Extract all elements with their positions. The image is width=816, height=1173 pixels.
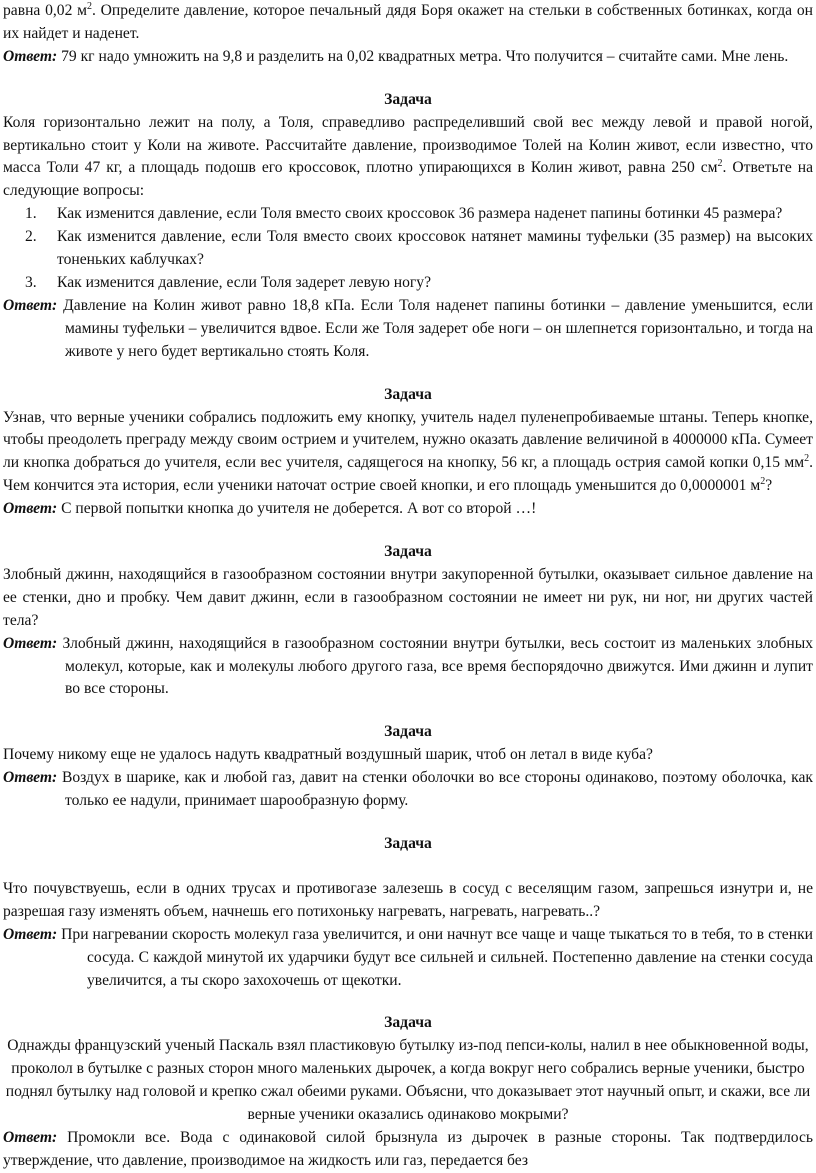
task-heading: Задача [384,835,432,852]
task1-answer: Ответ: Давление на Колин живот равно 18,8 кПа. Если Толя наденет папины ботинки – давление уменьшится, если мамины туфельки – увеличится вдвое. Если же Толя задерет обе ноги – он шлепнется горизонтально, и тогда на животе у него будет вертикально стоять Коля. [3,296,813,360]
task3-text: Злобный джинн, находящийся в газообразном состоянии внутри закупоренной бутылки, оказывает сильное давление на ее стенки, дно и пробку. Чем давит джинн, если в газообразном состоянии не имеет ни рук, ни ног, ни других частей тела? [3,565,813,629]
task6-text: Однажды французский ученый Паскаль взял пластиковую бутылку из-под пепси-колы, налил в нее обыкновенной воды, проколол в бутылке с разных сторон много маленьких дырочек, а когда вокруг него собрались верные ученики, быстро поднял бутылку над головой и крепко сжал обеими руками. Объясни, что доказывает этот научный опыт, и скажи, все ли верные ученики оказались одинаково мокрыми? [5,1037,811,1124]
task5-text: Что почувствуешь, если в одних трусах и противогазе залезешь в сосуд с веселящим газом, запрешься изнутри и, не разрешая газу изменять объем, начнешь его потихоньку нагревать, нагревать, нагревать..? [3,879,813,920]
task-heading: Задача [384,543,432,561]
answer-label: Ответ: [3,1128,58,1146]
list-item: 2. Как изменится давление, если Толя вместо своих кроссовок натянет мамины туфельки (35 размер) на высоких тоненьких каблучках? [25,228,813,269]
list-item: 3. Как изменится давление, если Толя задерет левую ногу? [25,273,432,291]
document-page [3,0,813,1173]
task6-answer: Ответ: Промокли все. Вода с одинаковой силой брызнула из дырочек в разные стороны. Так подтвердилось утверждение, что давление, производимое на жидкость или газ, передается без [3,1128,813,1169]
answer-label: Ответ: [3,296,58,314]
task-heading: Задача [384,1014,432,1032]
task1-text: Коля горизонтально лежит на полу, а Толя, справедливо распределивший свой вес между левой и правой ногой, вертикально стоит у Коли на животе. Рассчитайте давление, производимое Толей на Колин живот, если известно, что масса Толи 47 кг, а площадь подошв его кроссовок, плотно упирающихся в Колин живот, равна 250 $см^2$. Ответьте на следующие вопросы: [3,113,813,200]
answer-label: Ответ: [3,634,58,652]
task3-answer: Ответ: Злобный джинн, находящийся в газообразном состоянии внутри бутылки, весь состоит из маленьких злобных молекул, которые, как и молекулы любого другого газа, все время беспорядочно движутся. Ими джинн и лупит во все стороны. [3,634,813,698]
answer-label: Ответ: [3,500,58,518]
task-heading: Задача [384,90,432,108]
fragment-text: равна 0,02 $м^2$. Определите давление, которое печальный дядя Боря окажет на стельки в собственных ботинках, когда он их найдет и наденет. [3,0,813,42]
task2-answer: Ответ: С первой попытки кнопка до учителя не доберется. А вот со второй …! [3,500,537,518]
task5-answer: Ответ: При нагревании скорость молекул газа увеличится, и они начнут все чаще и чаще тыкаться то в тебя, то в стенки сосуда. С каждой минутой их ударчики будут все сильней и сильней. Постепенно давление на стенки сосуда увеличится, а ты скоро захохочешь от щекотки. [3,925,813,989]
task2-text: Узнав, что верные ученики собрались подложить ему кнопку, учитель надел пуленепробиваемые штаны. Теперь кнопке, чтобы преодолеть преграду между своим острием и учителем, нужно оказать давление величиной в 4000000 кПа. Сумеет ли кнопка добраться до учителя, если вес учителя, садящегося на кнопку, 56 кг, а площадь острия самой копки 0,15 $мм^2$. Чем кончится эта история, если ученики наточат острие своей кнопки, и его площадь уменьшится до 0,0000001 $м^2$? [3,408,813,495]
list-item: 1. Как изменится давление, если Толя вместо своих кроссовок 36 размера наденет папины ботинки 45 размера? [25,205,783,223]
task-heading: Задача [384,723,432,741]
answer-label: Ответ: [3,47,58,65]
task4-text: Почему никому еще не удалось надуть квадратный воздушный шарик, чтоб он летал в виде куба? [3,746,653,764]
task1-questions [3,203,813,295]
fragment-answer: Ответ: 79 кг надо умножить на 9,8 и разделить на 0,02 квадратных метра. Что получится – считайте сами. Мне лень. [3,47,789,65]
spacer [3,856,813,878]
task4-answer: Ответ: Воздух в шарике, как и любой газ, давит на стенки оболочки во все стороны одинаково, поэтому оболочка, как только ее надули, принимает шарообразную форму. [3,769,813,810]
answer-label: Ответ: [3,769,58,787]
answer-label: Ответ: [3,925,58,943]
task-heading: Задача [384,385,432,403]
